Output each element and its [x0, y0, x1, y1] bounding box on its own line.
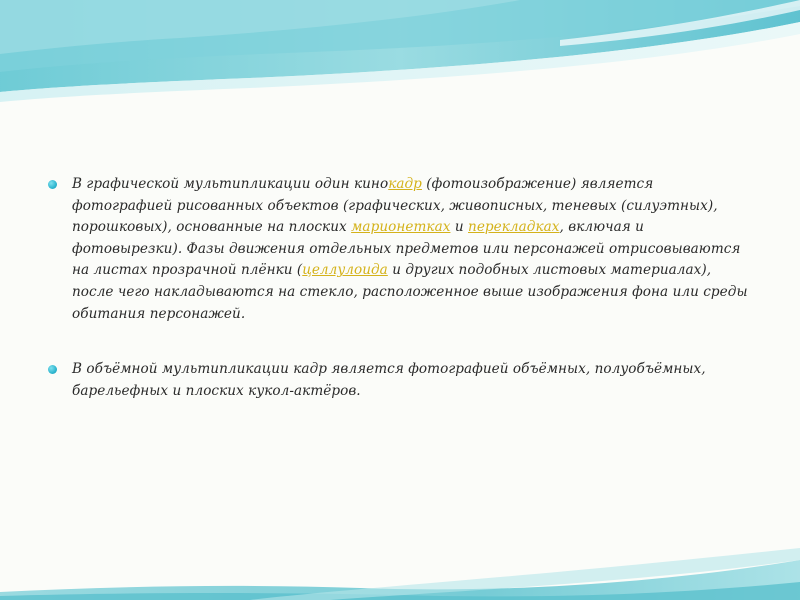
- paragraph-text: [72, 361, 706, 399]
- paragraph-text: [72, 176, 748, 322]
- text-segment: и других подобных листовых материалах), после чего накладываются на стекло, расположенное выше изображения фона или среды обитания персонажей.: [72, 262, 748, 322]
- hyperlink[interactable]: целлулоида: [302, 262, 388, 279]
- text-segment: В объёмной мультипликации кадр является фотографией объёмных, полуобъёмных, барельефных и плоских кукол-актёров.: [72, 361, 706, 399]
- text-segment: , включая и фотовырезки). Фазы движения отдельных предметов или персонажей отрисовываются на листах прозрачной плёнки (: [72, 219, 741, 279]
- bullet-paragraph: [48, 174, 748, 325]
- bullet-paragraph: [48, 359, 748, 402]
- hyperlink[interactable]: марионетках: [351, 219, 451, 236]
- content-area: [48, 174, 748, 436]
- text-segment: (фотоизображение) является фотографией рисованных объектов (графических, живописных, теневых (силуэтных), порошковых), основанные на плоских: [72, 176, 718, 236]
- text-segment: и: [450, 219, 469, 236]
- hyperlink[interactable]: кадр: [388, 176, 422, 192]
- bullet-dot-icon: [48, 365, 57, 374]
- text-segment: В графической мультипликации один кино: [72, 176, 389, 192]
- bullet-dot-icon: [48, 180, 57, 189]
- hyperlink[interactable]: перекладках: [468, 219, 560, 236]
